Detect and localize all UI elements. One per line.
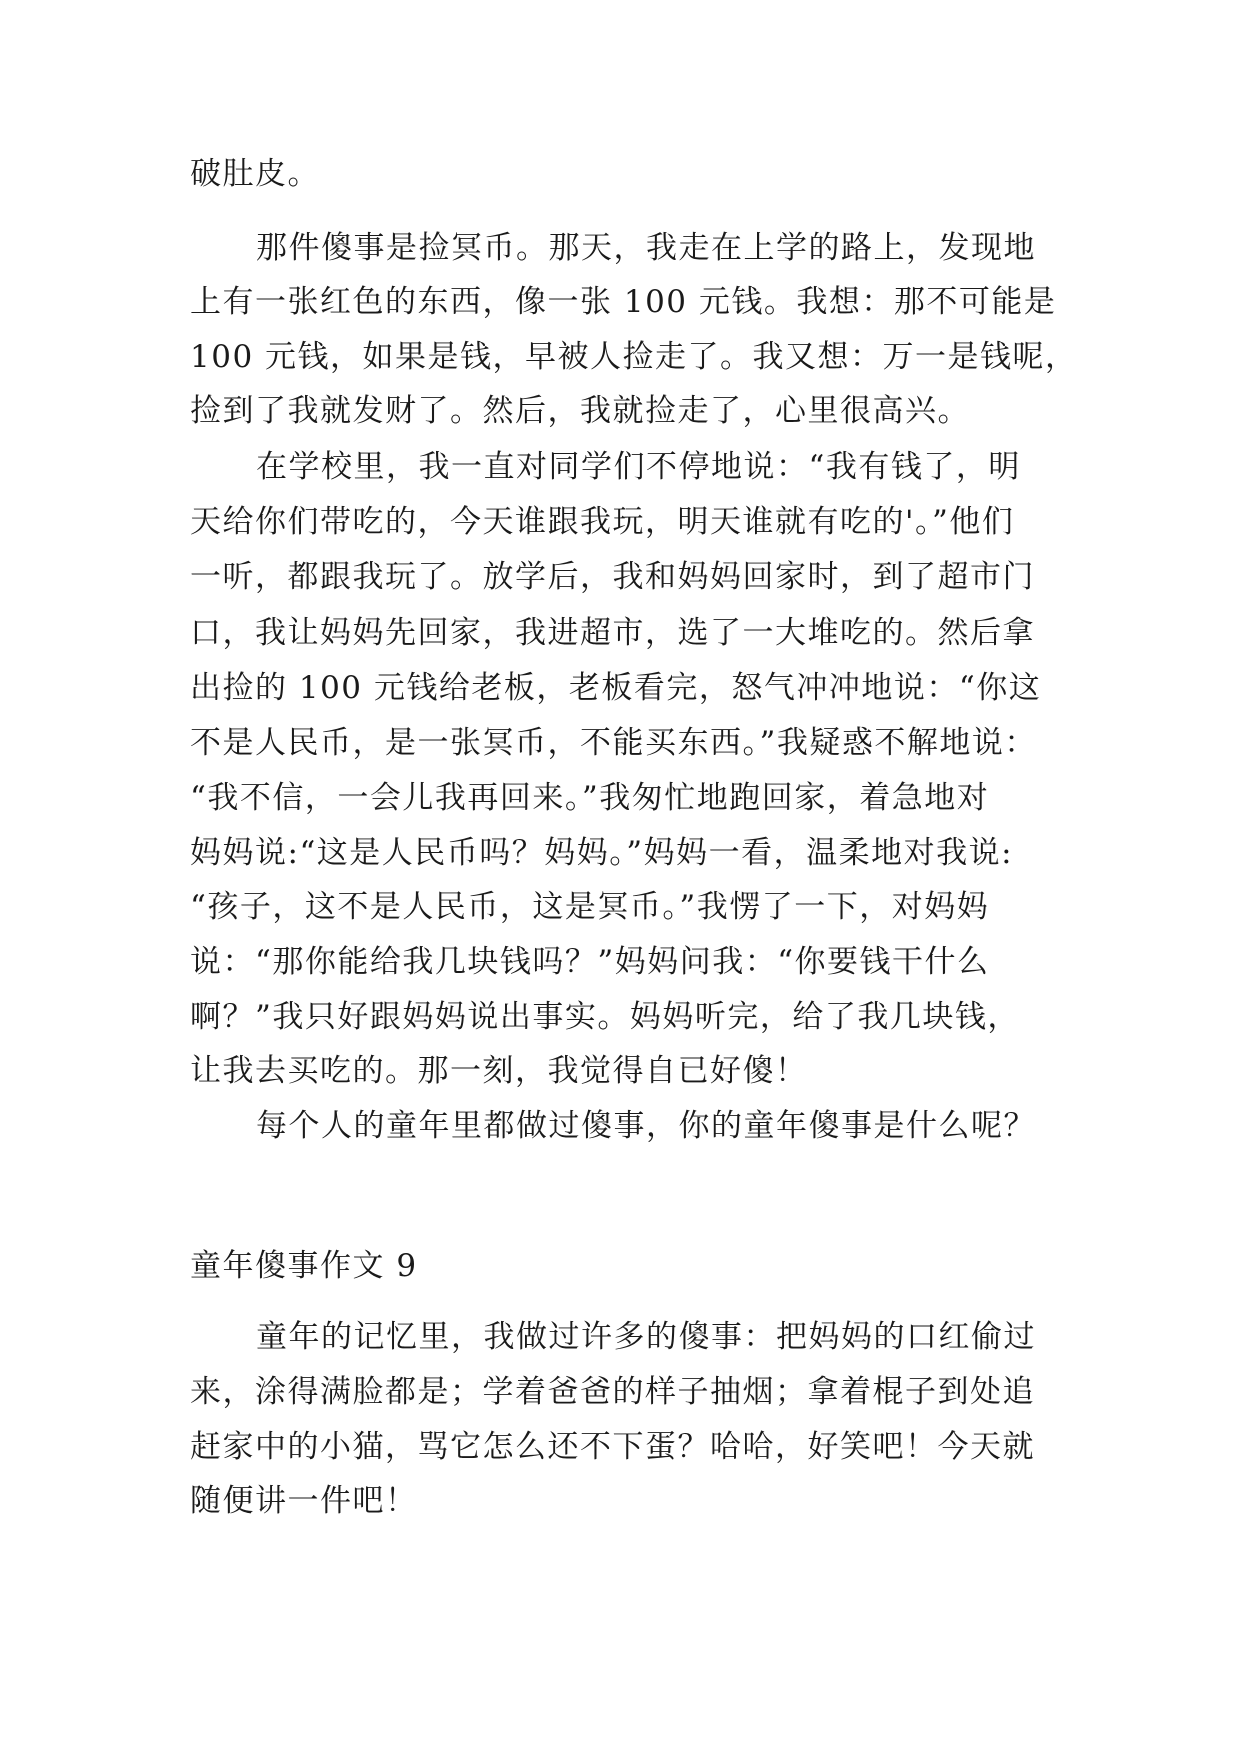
paragraph-line: 童年的记忆里，我做过许多的傻事：把妈妈的口红偷过 — [256, 1319, 1036, 1355]
paragraph-line: 口，我让妈妈先回家，我进超市，选了一大堆吃的。然后拿 — [190, 615, 1035, 651]
paragraph-line: “孩子，这不是人民币，这是冥币。”我愣了一下，对妈妈 — [190, 889, 990, 925]
paragraph-line: 随便讲一件吧！ — [190, 1483, 418, 1519]
paragraph-line: 让我去买吃的。那一刻，我觉得自已好傻！ — [190, 1053, 808, 1089]
paragraph-line: 啊？”我只好跟妈妈说出事实。妈妈听完，给了我几块钱， — [190, 999, 1020, 1035]
section-title: 童年傻事作文 9 — [190, 1248, 418, 1284]
paragraph-line: 说：“那你能给我几块钱吗？”妈妈问我：“你要钱干什么 — [190, 944, 990, 980]
paragraph-line: 来，涂得满脸都是；学着爸爸的样子抽烟；拿着棍子到处追 — [190, 1374, 1035, 1410]
paragraph-line: 不是人民币，是一张冥币，不能买东西。”我疑惑不解地说： — [190, 725, 1037, 761]
paragraph-line: 一听，都跟我玩了。放学后，我和妈妈回家时，到了超市门 — [190, 559, 1035, 595]
paragraph-line: 天给你们带吃的，今天谁跟我玩，明天谁就有吃的'。”他们 — [190, 504, 1015, 540]
paragraph-line: 100 元钱，如果是钱，早被人捡走了。我又想：万一是钱呢， — [190, 339, 1078, 375]
paragraph-line: 上有一张红色的东西，像一张 100 元钱。我想：那不可能是 — [190, 284, 1057, 320]
paragraph-line: 捡到了我就发财了。然后，我就捡走了，心里很高兴。 — [190, 393, 970, 429]
paragraph-line: 妈妈说:“这是人民币吗？妈妈。”妈妈一看，温柔地对我说: — [190, 835, 1014, 871]
paragraph-line: “我不信，一会儿我再回来。”我匆忙地跑回家，着急地对 — [190, 780, 990, 816]
paragraph-line: 出捡的 100 元钱给老板，老板看完，怒气冲冲地说：“你这 — [190, 670, 1042, 706]
paragraph-line: 赶家中的小猫，骂它怎么还不下蛋？哈哈，好笑吧！今天就 — [190, 1429, 1035, 1465]
paragraph-line: 那件傻事是捡冥币。那天，我走在上学的路上，发现地 — [256, 230, 1036, 266]
paragraph-line: 每个人的童年里都做过傻事，你的童年傻事是什么呢？ — [256, 1108, 1036, 1144]
paragraph-line: 破肚皮。 — [190, 156, 320, 192]
paragraph-line: 在学校里，我一直对同学们不停地说：“我有钱了，明 — [256, 449, 1021, 485]
